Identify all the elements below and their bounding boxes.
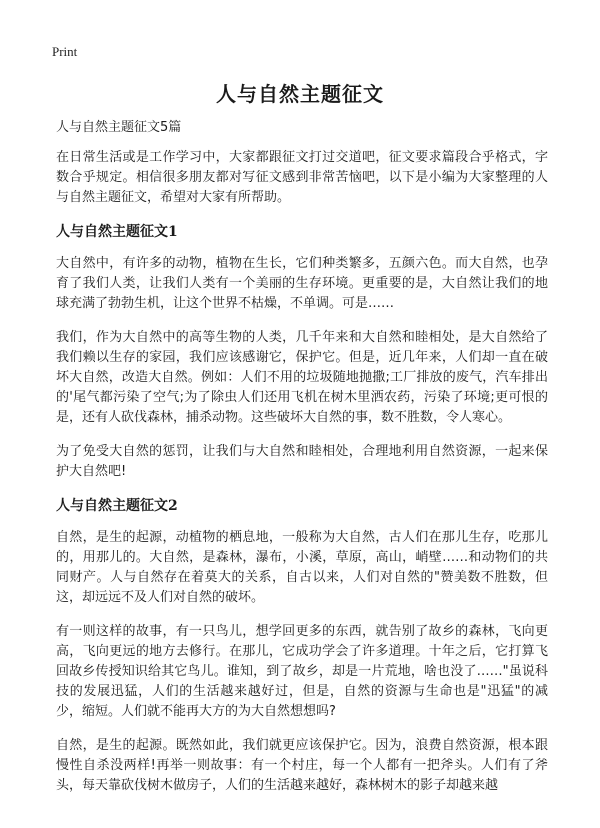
paragraph: 自然，是生的起源。既然如此，我们就更应该保护它。因为，浪费自然资源，根本跟慢性自杀没两样!再举一则故事：有一个村庄，每一个人都有一把斧头。人们有了斧头，每天靠砍伐树木做房子，人们的生活越来越好，森林树木的影子却越来越 bbox=[56, 738, 548, 793]
paragraph: 有一则这样的故事，有一只鸟儿，想学回更多的东西，就告别了故乡的森林，飞向更高，飞向更远的地方去修行。在那儿，它成功学会了许多道理。十年之后，它打算飞回故乡传授知识给其它鸟儿。谁知，到了故乡，却是一片荒地，啥也没了……"虽说科技的发展迅猛，人们的生活越来越好过，但是，自然的资源与生命也是"迅猛"的减少，缩短。人们就不能再大方的为大自然想想吗? bbox=[56, 624, 548, 719]
page-title: 人与自然主题征文 bbox=[216, 82, 384, 106]
paragraph: 自然，是生的起源，动植物的栖息地，一般称为大自然，古人们在那儿生存，吃那儿的，用那儿的。大自然，是森林，瀑布，小溪，草原，高山，峭壁……和动物们的共同财产。人与自然存在着莫大的关系，自古以来，人们对自然的"赞美数不胜数，但这，却远远不及人们对自然的破坏。 bbox=[56, 530, 548, 605]
intro-paragraph: 在日常生活或是工作学习中，大家都跟征文打过交道吧，征文要求篇段合乎格式，字数合乎规定。相信很多朋友都对写征文感到非常苦恼吧，以下是小编为大家整理的人与自然主题征文，希望对大家有所帮助。 bbox=[56, 150, 548, 205]
paragraph: 大自然中，有许多的动物，植物在生长，它们种类繁多，五颜六色。而大自然，也孕育了我们人类，让我们人类有一个美丽的生存环境。更重要的是，大自然让我们的地球充满了勃勃生机，让这个世界不枯燥，不单调。可是…… bbox=[56, 256, 548, 311]
paragraph: 为了免受大自然的惩罚，让我们与大自然和睦相处，合理地利用自然资源，一起来保护大自然吧! bbox=[56, 444, 548, 479]
section-heading-2: 人与自然主题征文2 bbox=[56, 498, 178, 514]
section-heading-1: 人与自然主题征文1 bbox=[56, 224, 178, 240]
paragraph: 我们，作为大自然中的高等生物的人类，几千年来和大自然和睦相处，是大自然给了我们赖以生存的家园，我们应该感谢它，保护它。但是，近几年来，人们却一直在破坏大自然，改造大自然。例如：人们不用的垃圾随地抛撒;工厂排放的废气，汽车排出的'尾气都污染了空气;为了除虫人们还用飞机在树木里洒农药，污染了环境;更可恨的是，还有人砍伐森林，捕杀动物。这些破坏大自然的事，数不胜数，令人寒心。 bbox=[56, 330, 548, 425]
article-subtitle: 人与自然主题征文5篇 bbox=[56, 120, 182, 135]
print-link[interactable]: Print bbox=[52, 44, 78, 59]
article-body bbox=[56, 118, 548, 810]
